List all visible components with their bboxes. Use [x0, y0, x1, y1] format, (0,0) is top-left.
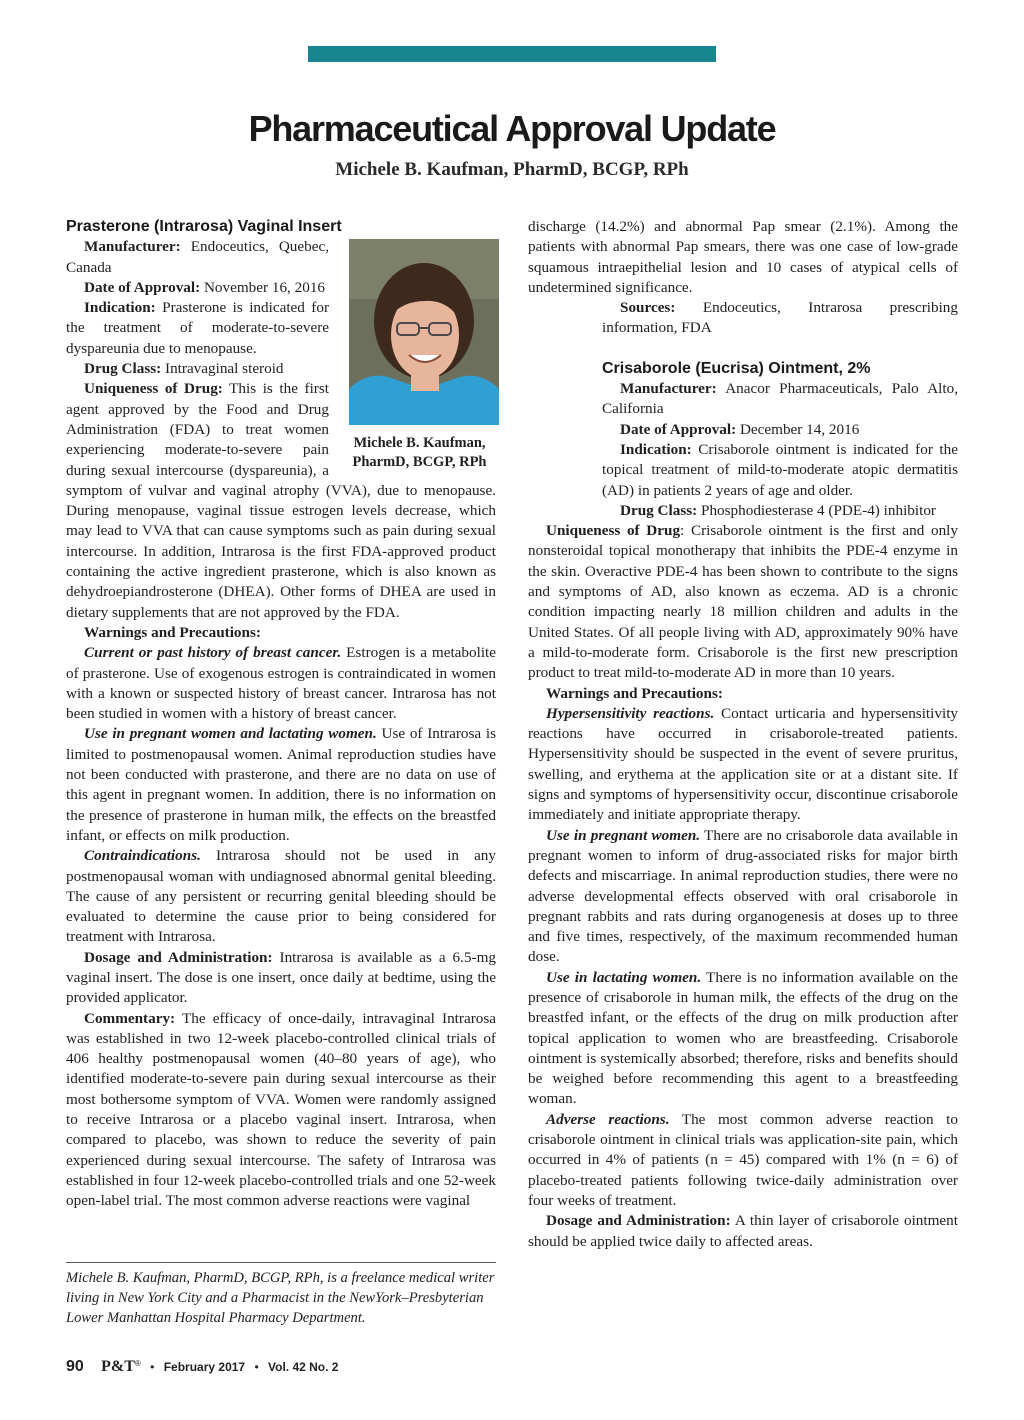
author-bio: Michele B. Kaufman, PharmD, BCGP, RPh, is a freelance medical writer living in New York City and a Pharmacist in the NewYork–Presbyterian Lower Manhattan Hospital Pharmacy Department. — [66, 1270, 495, 1326]
warning-label: Contraindications. — [84, 847, 201, 865]
left-column — [66, 217, 496, 1212]
author-photo — [349, 239, 499, 425]
prasterone-title: Prasterone (Intrarosa) Vaginal Insert — [66, 218, 342, 235]
date-value: November 16, 2016 — [203, 278, 326, 296]
header-accent-bar — [308, 46, 716, 62]
manufacturer-label: Manufacturer: — [84, 238, 181, 256]
photo-caption-line2: PharmD, BCGP, RPh — [352, 453, 487, 470]
dosage-value: Intrarosa is available as a 6.5-mg vaginal insert. The dose is one insert, once daily at bedtime, using the provided applicator. — [66, 948, 497, 1007]
manufacturer-value: Endoceutics, Quebec, Canada — [66, 238, 329, 276]
issue-date: February 2017 — [163, 1360, 246, 1374]
crisaborole-adverse — [528, 1110, 958, 1211]
warning-label: Hypersensitivity reactions. — [546, 704, 715, 722]
author-photo-box — [337, 239, 502, 475]
crisaborole-title: Crisaborole (Eucrisa) Ointment, 2% — [602, 359, 871, 377]
class-value: Intravaginal steroid — [165, 360, 284, 378]
footer-separator: • — [150, 1360, 155, 1374]
class-value: Phosphodiesterase 4 (PDE-4) inhibitor — [701, 501, 936, 519]
warning-text: There are no crisaborole data available in pregnant women to inform of drug-associated risks for major birth defects and miscarriage. In animal reproduction studies, there were no adverse developmental effects observed with oral crisaborole in pregnant rabbits and rats during organogenesis at doses up to three and five times, respectively, of the maximum recommended human dose. — [528, 826, 958, 966]
volume-number: Vol. 42 No. 2 — [268, 1360, 339, 1374]
dosage-label: Dosage and Administration: — [84, 948, 273, 966]
crisaborole-dosage — [528, 1211, 958, 1252]
warning-label: Use in lactating women. — [546, 968, 702, 986]
indication-value: Prasterone is indicated for the treatment of moderate-to-severe dyspareunia due to menopause. — [66, 299, 330, 357]
photo-caption — [337, 434, 502, 472]
page-title: Pharmaceutical Approval Update — [248, 108, 776, 149]
page-number: 90 — [66, 1358, 84, 1375]
crisaborole-hypersensitivity — [528, 704, 958, 826]
journal-name: P&T — [101, 1358, 135, 1375]
warning-label: Use in pregnant women. — [546, 826, 701, 844]
commentary-value: The efficacy of once-daily, intravaginal Intrarosa was established in two 12-week placebo-controlled clinical trials of 406 healthy postmenopausal women (40–80 years of age), who identified moderate-to-severe pain during sexual intercourse as their most bothersome symptom of VVA. Women were randomly assigned to receive Intrarosa or a placebo vaginal insert. Intrarosa, when compared to placebo, was shown to reduce the severity of pain experienced during sexual intercourse. The safety of Intrarosa was established in four 12-week placebo-controlled trials and one 52-week open-label trial. The most common adverse reactions were vaginal — [66, 1009, 496, 1210]
prasterone-continued: discharge (14.2%) and abnormal Pap smear (2.1%). Among the patients with abnormal Pap smears, there was one case of low-grade squamous intraepithelial lesion and 10 cases of atypical cells of undetermined significance. — [528, 218, 958, 296]
prasterone-warning-pregnancy — [66, 724, 496, 846]
prasterone-contraindications — [66, 846, 496, 947]
dosage-label: Dosage and Administration: — [546, 1212, 731, 1230]
crisaborole-uniqueness — [528, 521, 958, 683]
warning-label: Use in pregnant women and lactating women. — [84, 725, 377, 743]
page-footer — [66, 1358, 338, 1376]
manufacturer-label: Manufacturer: — [620, 380, 717, 398]
crisaborole-warnings-heading: Warnings and Precautions: — [546, 684, 723, 702]
prasterone-dosage — [66, 948, 496, 1009]
crisaborole-pregnancy — [528, 826, 958, 968]
indication-label: Indication: — [84, 299, 156, 317]
prasterone-sources-block — [528, 298, 958, 521]
date-label: Date of Approval: — [620, 420, 737, 438]
footer-separator: • — [254, 1360, 259, 1374]
date-label: Date of Approval: — [84, 278, 201, 296]
photo-caption-line1: Michele B. Kaufman, — [353, 434, 486, 451]
warning-text: Contact urticaria and hypersensitivity reactions have occurred in crisaborole-treated patients. Hypersensitivity should be suspected in the event of severe pruritus, swelling, and erythema at the application site or at a distant site. If signs and symptoms of hypersensitivity occur, discontinue crisaborole immediately and initiate appropriate therapy. — [528, 704, 959, 824]
crisaborole-manufacturer — [602, 379, 958, 420]
prasterone-sources — [602, 298, 958, 339]
warning-text: Intrarosa should not be used in any postmenopausal woman with undiagnosed abnormal genital bleeding. The cause of any persistent or recurring genital bleeding should be evaluated to determine the cause prior to being considered for treatment with Intrarosa. — [66, 847, 496, 946]
crisaborole-date — [602, 420, 958, 440]
uniqueness-value: This is the first agent approved by the Food and Drug Administration (FDA) to treat women experiencing moderate-to-severe pain during sexual intercourse (dyspareunia), a symptom of vulvar and vaginal atrophy (VVA), due to menopause. During menopause, vaginal tissue estrogen levels decrease, which may lead to VVA that can cause symptoms such as pain during sexual intercourse. In addition, Intrarosa is the first FDA-approved product containing the active ingredient prasterone, which is also known as dehydroepiandrosterone (DHEA). Other forms of DHEA are used in dietary supplements that are not approved by the FDA. — [66, 380, 496, 621]
crisaborole-lactation — [528, 968, 958, 1110]
uniqueness-value: : Crisaborole ointment is the first and only nonsteroidal topical monotherapy that inhibits the PDE-4 enzyme in the skin. Overactive PDE-4 has been shown to contribute to the signs and symptoms of AD, also known as eczema. AD is a chronic condition impacting nearly 18 million children and adults in the United States. Of all people living with AD, approximately 90% have a mild-to-moderate form. Crisaborole is the first new prescription product to treat mild-to-moderate AD in more than 10 years. — [528, 522, 958, 682]
warning-text: There is no information available on the presence of crisaborole in human milk, the effects of the drug on the breastfed infant, or the effects of the drug on milk production after topical application to women who are breastfeeding. Crisaborole ointment is systemically absorbed; therefore, risks and benefits should be weighed before recommending this agent to a breastfeeding woman. — [528, 968, 959, 1108]
sources-value: Endoceutics, Intrarosa prescribing information, FDA — [602, 299, 958, 337]
right-column — [528, 217, 958, 1252]
indication-value: Crisaborole ointment is indicated for the topical treatment of mild-to-moderate atopic dermatitis (AD) in patients 2 years of age and older. — [602, 440, 958, 499]
warning-label: Adverse reactions. — [546, 1110, 670, 1128]
dosage-value: A thin layer of crisaborole ointment should be applied twice daily to affected areas. — [528, 1212, 958, 1250]
prasterone-commentary — [66, 1009, 496, 1212]
prasterone-warnings-heading: Warnings and Precautions: — [84, 623, 261, 641]
uniqueness-label: Uniqueness of Drug: — [84, 380, 223, 398]
warning-text: Use of Intrarosa is limited to postmenopausal women. Animal reproduction studies have not been conducted with prasterone, and there are no data on use of this agent in pregnant women. In addition, there is no information on the presence of prasterone in human milk, the effects on the breastfed infant, or effects on milk production. — [66, 725, 497, 844]
class-label: Drug Class: — [84, 360, 162, 378]
uniqueness-label: Uniqueness of Drug — [546, 522, 681, 540]
date-value: December 14, 2016 — [739, 420, 860, 438]
warning-text: Estrogen is a metabolite of prasterone. Use of exogenous estrogen is contraindicated in women with a known or suspected history of breast cancer. Intrarosa has not been studied in women with a history of breast cancer. — [66, 644, 496, 723]
warning-text: The most common adverse reaction to crisaborole ointment in clinical trials was application-site pain, which occurred in 4% of patients (n = 45) compared with 1% (n = 6) of placebo-treated patients following twice-daily administration over four weeks of treatment. — [528, 1110, 958, 1209]
class-label: Drug Class: — [620, 501, 698, 519]
manufacturer-value: Anacor Pharmaceuticals, Palo Alto, California — [602, 380, 958, 418]
author-byline: Michele B. Kaufman, PharmD, BCGP, RPh — [335, 159, 689, 180]
bio-divider — [66, 1262, 496, 1263]
commentary-label: Commentary: — [84, 1009, 176, 1027]
registered-mark: ® — [134, 1359, 141, 1368]
crisaborole-indication — [602, 440, 958, 501]
indication-label: Indication: — [620, 440, 692, 458]
crisaborole-class — [602, 501, 958, 521]
prasterone-warning-breast-cancer — [66, 643, 496, 724]
warning-label: Current or past history of breast cancer. — [84, 644, 342, 662]
sources-label: Sources: — [620, 299, 676, 317]
